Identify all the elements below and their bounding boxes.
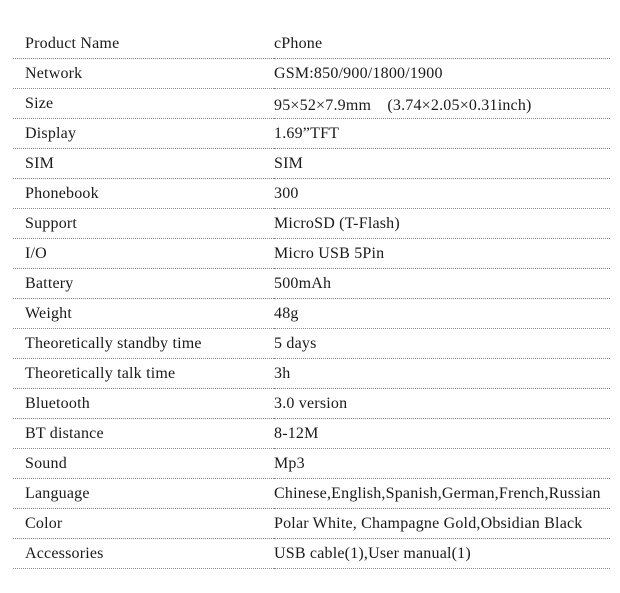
spec-label: Accessories xyxy=(13,539,274,569)
table-row xyxy=(13,179,610,209)
spec-label: Size xyxy=(13,89,274,119)
spec-value: 8-12M xyxy=(274,419,610,449)
table-row xyxy=(13,239,610,269)
table-row xyxy=(13,299,610,329)
spec-value: Micro USB 5Pin xyxy=(274,239,610,269)
spec-value: 95×52×7.9mm (3.74×2.05×0.31inch) xyxy=(274,89,610,119)
spec-label: Weight xyxy=(13,299,274,329)
table-row xyxy=(13,329,610,359)
spec-value: Chinese,English,Spanish,German,French,Russian xyxy=(274,479,610,509)
table-row xyxy=(13,209,610,239)
spec-label: Network xyxy=(13,59,274,89)
table-row xyxy=(13,89,610,119)
spec-value: 300 xyxy=(274,179,610,209)
spec-label: Product Name xyxy=(13,29,274,59)
spec-label: Support xyxy=(13,209,274,239)
table-row xyxy=(13,509,610,539)
table-row xyxy=(13,449,610,479)
spec-label: Phonebook xyxy=(13,179,274,209)
spec-label: Battery xyxy=(13,269,274,299)
table-row xyxy=(13,269,610,299)
spec-value: cPhone xyxy=(274,29,610,59)
table-row xyxy=(13,479,610,509)
table-row xyxy=(13,389,610,419)
table-row xyxy=(13,149,610,179)
table-row xyxy=(13,119,610,149)
spec-value: 500mAh xyxy=(274,269,610,299)
spec-value: 5 days xyxy=(274,329,610,359)
spec-label: Display xyxy=(13,119,274,149)
spec-label: I/O xyxy=(13,239,274,269)
spec-value: GSM:850/900/1800/1900 xyxy=(274,59,610,89)
spec-value: 3.0 version xyxy=(274,389,610,419)
spec-label: Theoretically talk time xyxy=(13,359,274,389)
spec-label: Bluetooth xyxy=(13,389,274,419)
table-row xyxy=(13,539,610,569)
spec-value: 3h xyxy=(274,359,610,389)
spec-value: Mp3 xyxy=(274,449,610,479)
spec-label: SIM xyxy=(13,149,274,179)
spec-table xyxy=(13,29,610,569)
table-row xyxy=(13,359,610,389)
table-row xyxy=(13,419,610,449)
spec-label: Color xyxy=(13,509,274,539)
spec-value: SIM xyxy=(274,149,610,179)
spec-label: Language xyxy=(13,479,274,509)
spec-value: Polar White, Champagne Gold,Obsidian Black xyxy=(274,509,610,539)
spec-value: MicroSD (T-Flash) xyxy=(274,209,610,239)
spec-value: 48g xyxy=(274,299,610,329)
spec-label: BT distance xyxy=(13,419,274,449)
table-row xyxy=(13,29,610,59)
spec-value: USB cable(1),User manual(1) xyxy=(274,539,610,569)
spec-value: 1.69”TFT xyxy=(274,119,610,149)
table-row xyxy=(13,59,610,89)
spec-label: Theoretically standby time xyxy=(13,329,274,359)
spec-label: Sound xyxy=(13,449,274,479)
